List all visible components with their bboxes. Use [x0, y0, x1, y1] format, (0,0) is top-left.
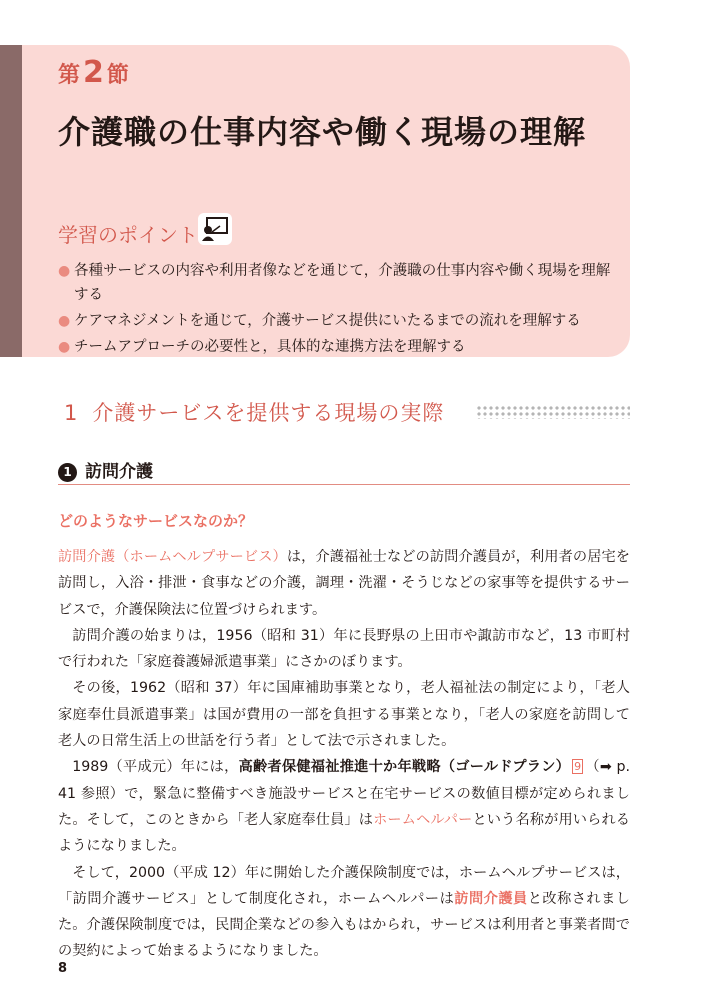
teacher-board-icon [198, 213, 232, 245]
question-heading: どのようなサービスなのか？ [58, 512, 254, 530]
section-header [0, 45, 630, 357]
term-highlight: 訪問介護（ホームヘルプサービス） [58, 549, 287, 565]
term-highlight: 訪問介護員 [454, 890, 528, 907]
subsection-number: 1 [64, 401, 79, 425]
points-heading: 学習のポイント [58, 223, 198, 247]
term-bold: 高齢者保健福祉推進十か年戦略（ゴールドプラン） [238, 759, 571, 776]
chapter-suffix: 節 [106, 63, 129, 88]
point-item: ● ケアマネジメントを通じて，介護サービス提供にいたるまでの流れを理解する [58, 309, 618, 333]
subsection-title-text: 介護サービスを提供する現場の実際 [92, 401, 445, 425]
reference-box: 9 [574, 760, 582, 774]
chapter-label [58, 55, 129, 90]
paragraph: 訪問介護の始まりは，1956（昭和 31）年に長野県の上田市や諏訪市など，13 市町村で行われた「家庭養護婦派遣事業」にさかのぼります。 [58, 627, 630, 671]
paragraph: 1989（平成元）年には，高齢者保健福祉推進十か年戦略（ゴールドプラン） 9 （➡ p. 41 参照）で，緊急に整備すべき施設サービスと在宅サービスの数値目標が定められました。そして，このときから「老人家庭奉仕員」はホームヘルパーという名称が用いられるようになりました。 [58, 759, 631, 855]
term-highlight: ホームヘルパー [373, 811, 473, 828]
header-stripe [0, 45, 22, 357]
point-item: ● チームアプローチの必要性と，具体的な連携方法を理解する [58, 335, 618, 359]
point-item: ● 各種サービスの内容や利用者像などを通じて，介護職の仕事内容や働く現場を理解する [58, 259, 618, 307]
paragraph: そして，2000（平成 12）年に開始した介護保険制度では，ホームヘルプサービスは，「訪問介護サービス」として制度化され，ホームヘルパーは訪問介護員と改称されました。介護保険制度では，民間企業などの参入もはかられ，サービスは利用者と事業者間での契約によって始まるようになりました。 [58, 864, 630, 960]
chapter-prefix: 第 [58, 63, 81, 88]
section-title: 介護職の仕事内容や働く現場の理解 [58, 113, 587, 151]
points-list [58, 257, 618, 359]
dotted-rule [476, 405, 630, 419]
paragraph: その後，1962（昭和 37）年に国庫補助事業となり，老人福祉法の制定により，「老人家庭奉仕員派遣事業」は国が費用の一部を負担する事業となり，「老人の家庭を訪問して老人の日常生活上の世話を行う者」として法で示されました。 [58, 680, 630, 750]
paragraph: 訪問介護（ホームヘルプサービス）は，介護福祉士などの訪問介護員が，利用者の居宅を訪問し，入浴・排泄・食事などの介護，調理・洗濯・そうじなどの家事等を提供するサービスで，介護保険法に位置づけられます。 [58, 549, 630, 618]
body-text [58, 544, 630, 965]
item-number-badge: 1 [58, 463, 77, 482]
subsection-title [64, 397, 444, 427]
page-number: 8 [58, 961, 68, 976]
chapter-number: 2 [83, 55, 104, 90]
item-title: 訪問介護 [85, 462, 153, 482]
item-heading [58, 457, 630, 485]
